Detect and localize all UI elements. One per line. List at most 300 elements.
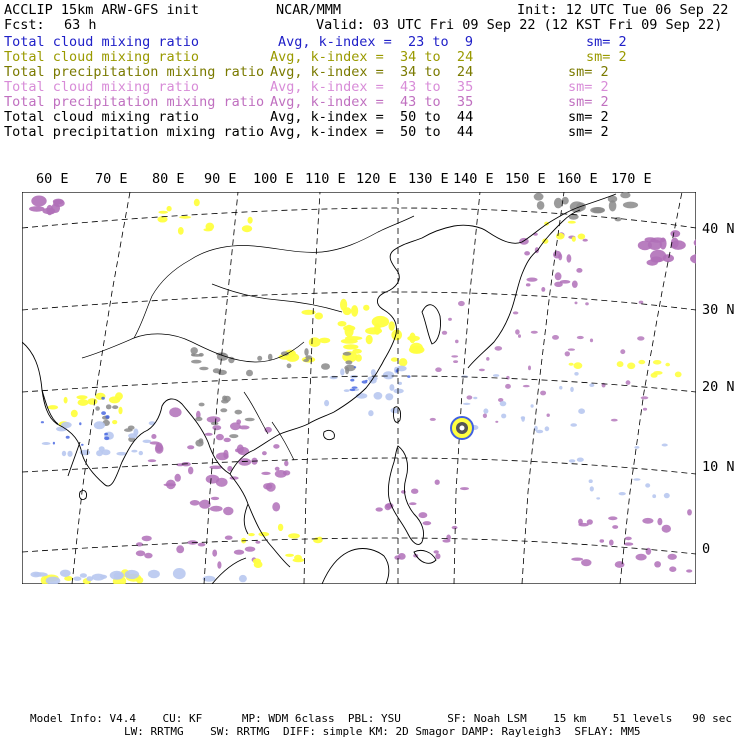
cloud-cell [467, 395, 473, 399]
cloud-cell [355, 354, 362, 361]
cloud-cell [559, 386, 562, 390]
cloud-cell [191, 360, 202, 364]
cloud-cell [645, 483, 650, 487]
cloud-cell [570, 423, 577, 427]
cloud-cell [283, 470, 290, 475]
cloud-cell [600, 539, 605, 542]
cloud-cell [211, 422, 219, 426]
cloud-cell [411, 489, 418, 494]
longitude-label: 130 E [408, 171, 449, 187]
legend-field-name: Total cloud mixing ratio [4, 109, 200, 125]
cloud-cell [501, 414, 506, 419]
cloud-cell [657, 518, 662, 525]
cloud-cell [234, 550, 244, 555]
cloud-cell [572, 281, 578, 288]
cloud-cell [112, 420, 117, 424]
cloud-cell [31, 196, 46, 207]
cloud-cell [178, 227, 184, 235]
cloud-cell [216, 453, 229, 461]
cloud-cell [254, 561, 263, 568]
cloud-cell [578, 234, 586, 240]
cloud-cell [87, 398, 97, 405]
cloud-cell [574, 362, 583, 369]
model-info: Model Info: V4.4 CU: KF MP: WDM 6class PBL: YSU SF: Noah LSM 15 km 51 levels 90 sec [30, 712, 732, 725]
cloud-cell [304, 348, 308, 356]
cloud-cell [344, 389, 350, 392]
cloud-cell [385, 393, 393, 400]
cloud-cell [500, 401, 507, 406]
cloud-cell [505, 384, 511, 389]
cloud-cell [136, 542, 143, 546]
cloud-cell [343, 325, 355, 331]
cloud-cell [528, 366, 531, 371]
cloud-cell [389, 321, 395, 330]
cloud-cell [665, 363, 670, 367]
cloud-cell [217, 370, 227, 375]
cloud-cell [569, 363, 574, 366]
cloud-cell [313, 537, 323, 543]
cloud-cell [634, 446, 639, 449]
cloud-cell [175, 474, 181, 482]
cloud-cell [319, 338, 330, 344]
cloud-cell [176, 545, 184, 553]
cloud-cell [565, 351, 570, 356]
cloud-cell [151, 434, 156, 439]
cloud-cell [611, 419, 618, 422]
cloud-cell [81, 444, 84, 446]
cloud-cell [453, 360, 458, 363]
cloud-cell [455, 340, 459, 344]
cloud-cell [212, 550, 217, 557]
latitude-label: 10 N [702, 459, 735, 475]
cloud-cell [139, 451, 143, 455]
cloud-cell [526, 283, 531, 286]
cloud-cell [648, 240, 662, 250]
cloud-cell [191, 354, 202, 357]
cloud-cell [642, 518, 653, 524]
cloud-cell [351, 305, 358, 317]
cloud-cell [67, 451, 72, 457]
cloud-cell [515, 329, 520, 334]
cloud-cell [150, 441, 160, 444]
cloud-cell [116, 452, 126, 456]
cloud-cell [617, 361, 624, 367]
cloud-cell [142, 536, 152, 542]
longitude-label: 140 E [453, 171, 494, 187]
map-title: ACCLIP 15km ARW-GFS init [4, 2, 200, 18]
cloud-cell [105, 415, 109, 419]
cloud-cell [569, 459, 576, 462]
cloud-cell [372, 316, 389, 328]
map-frame [22, 192, 696, 584]
legend-field-name: Total precipitation mixing ratio [4, 64, 265, 80]
cloud-cell [495, 346, 503, 351]
cloud-cell [670, 230, 680, 237]
cloud-cell [284, 461, 288, 467]
legend-level-range: Avg, k-index = 34 to 24 [270, 49, 474, 65]
cloud-cell [575, 302, 578, 305]
cloud-cell [94, 421, 105, 429]
org-label: NCAR/MMM [276, 2, 342, 18]
cloud-cell [194, 199, 200, 207]
cloud-cell [393, 389, 403, 394]
cloud-cell [92, 574, 105, 581]
cloud-cell [212, 425, 221, 430]
cloud-cell [409, 333, 415, 344]
cloud-cell [79, 422, 81, 425]
cloud-cell [136, 577, 143, 583]
cloud-cell [87, 576, 94, 581]
cloud-cell [210, 506, 223, 512]
cloud-cell [203, 228, 212, 231]
cloud-cell [131, 450, 137, 453]
cloud-cell [486, 357, 489, 361]
cloud-cell [158, 211, 168, 214]
cloud-cell [627, 363, 635, 370]
cloud-cell [620, 349, 625, 354]
model-physics: LW: RRTMG SW: RRTMG DIFF: simple KM: 2D Smagor DAMP: Rayleigh3 SFLAY: MM5 [124, 725, 641, 738]
cloud-cell [541, 287, 545, 292]
cloud-cell [262, 451, 267, 455]
cloud-cell [589, 479, 593, 483]
cloud-cell [589, 383, 594, 387]
cloud-cell [368, 410, 373, 416]
cloud-cell [211, 497, 219, 500]
cloud-cell [195, 440, 203, 447]
cloud-cell [609, 200, 617, 211]
cloud-cell [352, 349, 362, 354]
cloud-cell [518, 334, 521, 338]
cloud-cell [434, 550, 439, 553]
cloud-cell [179, 216, 191, 219]
cloud-cell [248, 533, 255, 536]
cloud-cell [407, 375, 410, 378]
cloud-cell [371, 369, 376, 376]
cloud-cell [345, 336, 363, 340]
cloud-cell [435, 367, 442, 372]
cloud-cell [506, 376, 509, 380]
legend-smoothing: sm= 2 [568, 94, 609, 110]
cloud-cell [615, 561, 625, 568]
valid-time: Valid: 03 UTC Fri 09 Sep 22 (12 KST Fri 09 Sep 22) [316, 17, 723, 33]
latitude-label: 0 [702, 541, 711, 557]
legend-smoothing: sm= 2 [568, 79, 609, 95]
cloud-cell [374, 392, 383, 400]
cloud-cell [148, 459, 157, 462]
cloud-cell [220, 408, 227, 412]
legend-field-name: Total precipitation mixing ratio [4, 94, 265, 110]
cloud-cell [303, 359, 309, 362]
cloud-cell [556, 233, 565, 240]
cloud-cell [143, 440, 152, 443]
weather-map [22, 192, 696, 584]
cloud-cell [540, 391, 546, 396]
legend-level-range: Avg, k-index = 34 to 24 [270, 64, 474, 80]
cloud-cell [568, 221, 576, 224]
cloud-cell [321, 363, 330, 370]
cloud-cell [637, 336, 644, 340]
cloud-cell [148, 570, 160, 579]
cloud-cell [199, 367, 208, 370]
cloud-cell [452, 526, 458, 529]
cloud-cell [110, 571, 124, 580]
latitude-label: 20 N [702, 379, 735, 395]
cloud-cell [608, 516, 617, 520]
cloud-cell [71, 410, 78, 417]
cloud-cell [76, 395, 87, 399]
cloud-cell [106, 404, 112, 409]
cloud-cell [524, 251, 530, 255]
cloud-cell [460, 487, 469, 490]
cloud-cell [620, 192, 630, 198]
cloud-cell [29, 206, 45, 212]
cloud-cell [483, 414, 487, 419]
cloud-cell [662, 525, 671, 533]
cloud-cell [363, 305, 369, 311]
longitude-label: 90 E [204, 171, 237, 187]
cloud-cell [536, 430, 543, 434]
cloud-cell [547, 414, 550, 417]
cloud-cell [391, 357, 398, 361]
cloud-cell [585, 302, 589, 305]
cloud-cell [118, 407, 122, 415]
cloud-cell [590, 486, 594, 491]
cloud-cell [278, 524, 283, 531]
cloud-cell [287, 363, 292, 368]
cloud-cell [285, 554, 294, 557]
cloud-cell [261, 472, 270, 475]
cloud-cell [350, 389, 356, 392]
cloud-cell [639, 301, 644, 304]
cloud-cell [435, 480, 440, 485]
cloud-cell [545, 426, 550, 431]
cloud-cell [173, 568, 186, 579]
cloud-cell [78, 399, 89, 406]
longitude-label: 60 E [36, 171, 69, 187]
legend-level-range: Avg, k-index = 50 to 44 [270, 124, 474, 140]
cloud-cell [80, 573, 87, 578]
cloud-cell [216, 434, 224, 440]
cloud-cell [354, 366, 357, 368]
cloud-cell [136, 550, 145, 556]
cloud-cell [191, 347, 198, 354]
cloud-cell [448, 318, 452, 321]
cloud-cell [650, 250, 666, 262]
cloud-cell [128, 426, 135, 430]
cloud-cell [398, 553, 406, 560]
cloud-cell [224, 396, 231, 402]
longitude-label: 110 E [305, 171, 346, 187]
cloud-cell [633, 478, 640, 480]
cloud-cell [435, 553, 440, 559]
cloud-cell [523, 385, 530, 387]
cloud-cell [553, 251, 561, 259]
legend-level-range: Avg, k-index = 23 to 9 [278, 34, 474, 50]
cloud-cell [144, 553, 152, 559]
cloud-cell [268, 354, 273, 361]
cloud-cell [574, 372, 578, 376]
cloud-cell [272, 502, 280, 511]
cloud-cell [198, 543, 206, 547]
longitude-label: 80 E [152, 171, 185, 187]
cloud-cell [217, 561, 221, 568]
cloud-cell [578, 523, 588, 527]
cloud-cell [288, 533, 300, 538]
cloud-cell [42, 208, 55, 214]
cloud-cell [652, 494, 656, 498]
legend-smoothing: sm= 2 [586, 34, 627, 50]
legend-level-range: Avg, k-index = 43 to 35 [270, 94, 474, 110]
cloud-cell [257, 356, 262, 361]
cloud-cell [352, 386, 358, 388]
cloud-cell [206, 475, 220, 484]
cloud-cell [309, 337, 321, 347]
cloud-cell [195, 417, 202, 421]
cloud-cell [104, 437, 109, 441]
cloud-cell [592, 207, 604, 213]
longitude-label: 170 E [611, 171, 652, 187]
cloud-cell [187, 445, 194, 449]
cloud-cell [571, 558, 583, 561]
cloud-cell [583, 239, 588, 242]
cloud-cell [338, 321, 347, 326]
cloud-cell [229, 434, 238, 438]
cloud-cell [167, 206, 172, 212]
cloud-cell [409, 502, 417, 505]
cloud-cell [581, 559, 591, 566]
cloud-cell [188, 467, 193, 475]
legend-field-name: Total cloud mixing ratio [4, 79, 200, 95]
cloud-cell [125, 570, 140, 579]
cloud-cell [430, 418, 436, 421]
latitude-label: 30 N [702, 302, 735, 318]
cloud-cell [199, 403, 205, 407]
longitude-label: 150 E [505, 171, 546, 187]
cloud-cell [609, 540, 614, 546]
cloud-cell [662, 444, 668, 447]
cloud-cell [531, 331, 538, 334]
cloud-cell [423, 521, 432, 525]
longitude-label: 70 E [95, 171, 128, 187]
cloud-cell [552, 335, 559, 340]
cloud-cell [223, 507, 233, 516]
cloud-cell [654, 561, 661, 567]
cloud-cell [345, 367, 349, 374]
cloud-cell [225, 536, 233, 540]
cloud-cell [567, 254, 572, 262]
cloud-cell [246, 370, 253, 377]
cloud-cell [199, 500, 211, 509]
cloud-cell [340, 368, 344, 375]
cloud-cell [230, 422, 241, 430]
cloud-cell [266, 483, 276, 492]
cloud-cell [513, 311, 519, 314]
cloud-cell [350, 379, 354, 382]
cloud-cell [576, 268, 582, 273]
cloud-cell [133, 429, 138, 436]
cloud-cell [570, 387, 574, 392]
cloud-cell [239, 575, 247, 582]
cloud-cell [343, 352, 352, 356]
cloud-cell [366, 335, 373, 344]
cloud-cell [330, 376, 338, 380]
legend-field-name: Total precipitation mixing ratio [4, 124, 265, 140]
cloud-cell [101, 411, 106, 415]
cloud-cell [362, 380, 368, 383]
cloud-cell [389, 384, 394, 391]
cloud-cell [626, 380, 631, 385]
cloud-cell [255, 541, 260, 544]
legend-field-name: Total cloud mixing ratio [4, 34, 200, 50]
cloud-cell [96, 450, 103, 456]
cloud-cell [343, 344, 358, 349]
cloud-cell [409, 346, 425, 354]
cloud-cell [376, 507, 383, 511]
cloud-cell [365, 327, 382, 334]
cloud-cell [638, 360, 645, 364]
cloud-cell [572, 236, 576, 241]
legend-smoothing: sm= 2 [568, 64, 609, 80]
cloud-cell [646, 548, 652, 555]
cloud-cell [273, 444, 279, 449]
cloud-cell [590, 339, 593, 343]
cloud-cell [534, 193, 544, 201]
cloud-cell [625, 537, 632, 541]
latitude-label: 40 N [702, 221, 735, 237]
cloud-cell [383, 371, 394, 379]
cloud-cell [60, 570, 71, 577]
cloud-cell [624, 542, 633, 545]
cloud-cell [669, 566, 676, 572]
cloud-cell [493, 374, 499, 377]
legend-smoothing: sm= 2 [568, 109, 609, 125]
longitude-label: 100 E [253, 171, 294, 187]
cloud-cell [687, 509, 692, 515]
cloud-cell [245, 418, 255, 421]
cloud-cell [30, 572, 41, 578]
cloud-cell [294, 555, 302, 561]
cloud-cell [41, 421, 44, 423]
cloud-cell [521, 416, 525, 419]
cloud-cell [275, 467, 280, 471]
cloud-cell [643, 408, 647, 411]
cloud-cell [537, 201, 545, 210]
cloud-cell [95, 406, 100, 411]
cloud-cell [615, 217, 622, 221]
cloud-cell [48, 405, 58, 409]
cloud-cell [166, 480, 176, 490]
cloud-cell [245, 547, 256, 552]
cloud-cell [53, 199, 65, 207]
cloud-cell [596, 497, 600, 499]
cloud-cell [169, 407, 181, 417]
cloud-cell [442, 331, 447, 335]
cloud-cell [419, 512, 428, 518]
cloud-cell [577, 336, 584, 339]
cloud-cell [345, 360, 352, 364]
cloud-cell [623, 202, 638, 209]
cloud-cell [554, 198, 563, 209]
cloud-cell [315, 313, 323, 320]
cloud-cell [636, 554, 647, 561]
cloud-cell [555, 272, 562, 280]
cloud-cell [495, 421, 498, 423]
cloud-cell [324, 400, 329, 406]
cloud-cell [190, 500, 200, 506]
cloud-cell [242, 225, 252, 232]
cloud-cell [531, 404, 534, 407]
cloud-cell [578, 408, 585, 414]
